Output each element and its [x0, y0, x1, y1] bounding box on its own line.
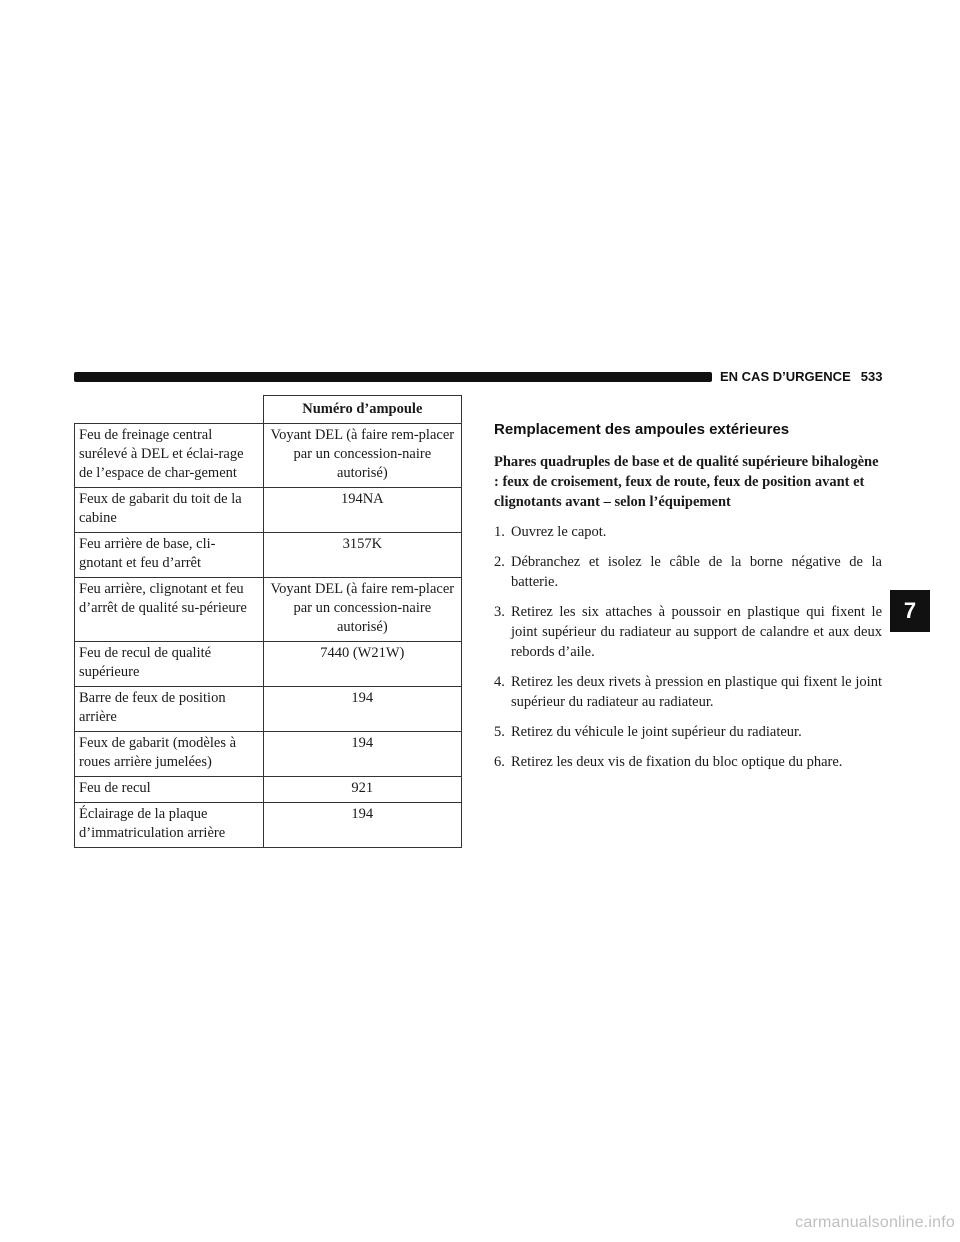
table-header-bulb-number: Numéro d’ampoule	[263, 396, 461, 424]
table-cell-item: Feux de gabarit du toit de la cabine	[75, 488, 264, 533]
table-row	[75, 803, 462, 848]
table-cell-value: 194NA	[263, 488, 461, 533]
table-row	[75, 642, 462, 687]
table-header-row	[75, 396, 462, 424]
table-cell-item: Feu arrière de base, cli-gnotant et feu d’arrêt	[75, 533, 264, 578]
table-cell-item: Éclairage de la plaque d’immatriculation arrière	[75, 803, 264, 848]
table-row	[75, 732, 462, 777]
table-cell-item: Barre de feux de position arrière	[75, 687, 264, 732]
table-cell-value: 3157K	[263, 533, 461, 578]
section-title: Remplacement des ampoules extérieures	[494, 421, 790, 438]
table-cell-value: 7440 (W21W)	[263, 642, 461, 687]
table-row	[75, 424, 462, 488]
table-cell-value: 921	[263, 777, 461, 803]
table-row	[75, 488, 462, 533]
table-row	[75, 777, 462, 803]
step-text: Retirez les deux vis de fixation du bloc optique du phare.	[511, 754, 843, 770]
step-number: 2.	[494, 554, 505, 570]
table-cell-item: Feu arrière, clignotant et feu d’arrêt de qualité su-périeure	[75, 578, 264, 642]
list-item	[494, 522, 882, 542]
step-number: 1.	[494, 524, 505, 540]
replacement-section	[494, 420, 882, 772]
table-row	[75, 687, 462, 732]
bulb-table	[74, 395, 462, 848]
table-cell-value: Voyant DEL (à faire rem-placer par un concession-naire autorisé)	[263, 578, 461, 642]
list-item	[494, 552, 882, 592]
table-cell-item: Feux de gabarit (modèles à roues arrière jumelées)	[75, 732, 264, 777]
step-number: 6.	[494, 754, 505, 770]
step-text: Retirez les six attaches à poussoir en plastique qui fixent le joint supérieur du radiateur au support de calandre et aux deux rebords d’aile.	[511, 604, 882, 660]
table-cell-value: Voyant DEL (à faire rem-placer par un concession-naire autorisé)	[263, 424, 461, 488]
table-cell-item: Feu de freinage central surélevé à DEL et éclai-rage de l’espace de char-gement	[75, 424, 264, 488]
table-cell-value: 194	[263, 687, 461, 732]
step-text: Débranchez et isolez le câble de la borne négative de la batterie.	[511, 554, 882, 590]
list-item	[494, 672, 882, 712]
step-text: Retirez les deux rivets à pression en plastique qui fixent le joint supérieur du radiateur au radiateur.	[511, 674, 882, 710]
header-rule	[74, 372, 712, 382]
list-item	[494, 752, 882, 772]
watermark: carmanualsonline.info	[795, 1214, 955, 1231]
step-text: Ouvrez le capot.	[511, 524, 607, 540]
step-text: Retirez du véhicule le joint supérieur du radiateur.	[511, 724, 802, 740]
list-item	[494, 722, 882, 742]
steps-list	[494, 522, 882, 772]
step-number: 3.	[494, 604, 505, 620]
table-cell-item: Feu de recul de qualité supérieure	[75, 642, 264, 687]
step-number: 4.	[494, 674, 505, 690]
table-header-blank	[75, 396, 264, 424]
running-header	[720, 367, 896, 387]
table-cell-value: 194	[263, 803, 461, 848]
table-cell-value: 194	[263, 732, 461, 777]
table-cell-item: Feu de recul	[75, 777, 264, 803]
chapter-tab: 7	[890, 590, 930, 632]
table-row	[75, 533, 462, 578]
page-number: 533	[860, 369, 883, 384]
header-section-title: EN CAS D’URGENCE	[720, 369, 851, 384]
table-row	[75, 578, 462, 642]
list-item	[494, 602, 882, 662]
section-subtitle: Phares quadruples de base et de qualité supérieure bihalogène : feux de croisement, feux de route, feux de position avant et clignotants avant – selon l’équipement	[494, 454, 879, 510]
step-number: 5.	[494, 724, 505, 740]
